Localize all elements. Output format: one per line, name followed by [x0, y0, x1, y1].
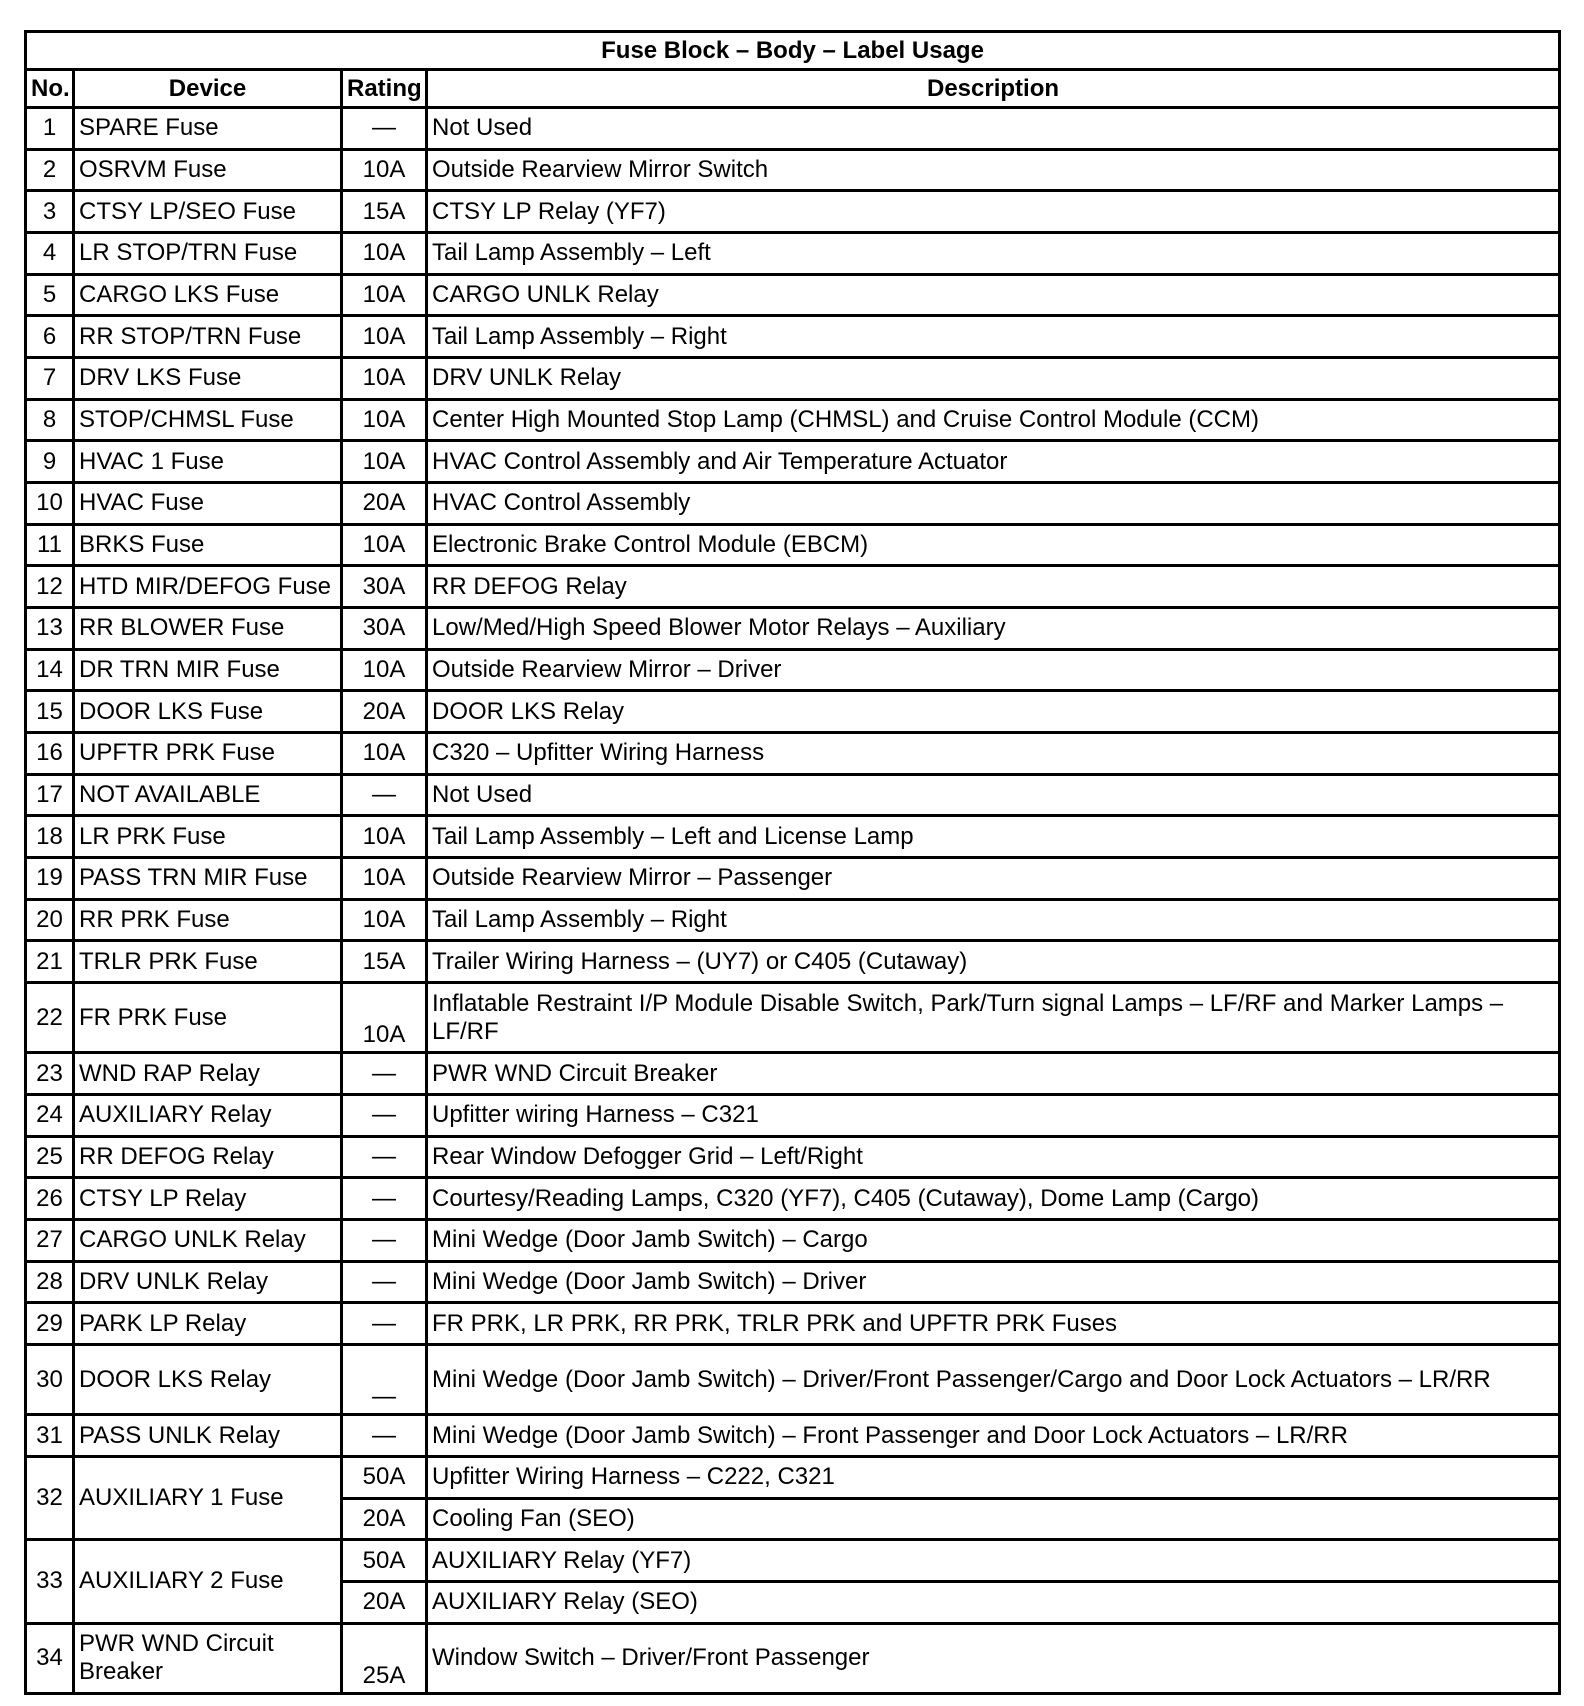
table-row — [26, 1623, 1560, 1693]
table-header-row — [26, 70, 1560, 108]
fuse-device: AUXILIARY 2 Fuse — [74, 1540, 342, 1623]
fuse-rating: 30A — [342, 566, 427, 608]
header-no: No. — [26, 70, 74, 108]
fuse-rating: 10A — [342, 399, 427, 441]
table-row — [26, 1456, 1560, 1498]
table-row — [26, 399, 1560, 441]
fuse-number: 31 — [26, 1415, 74, 1457]
fuse-rating: — — [342, 1345, 427, 1415]
fuse-description: Tail Lamp Assembly – Right — [427, 316, 1560, 358]
header-rating: Rating — [342, 70, 427, 108]
fuse-rating: 10A — [342, 316, 427, 358]
fuse-description: HVAC Control Assembly — [427, 483, 1560, 525]
fuse-device: DOOR LKS Relay — [74, 1345, 342, 1415]
fuse-number: 33 — [26, 1540, 74, 1623]
fuse-device: AUXILIARY 1 Fuse — [74, 1456, 342, 1539]
table-row — [26, 108, 1560, 150]
fuse-number: 22 — [26, 983, 74, 1053]
fuse-description: Mini Wedge (Door Jamb Switch) – Cargo — [427, 1219, 1560, 1261]
fuse-description: DOOR LKS Relay — [427, 691, 1560, 733]
fuse-number: 13 — [26, 608, 74, 650]
fuse-device: PWR WND Circuit Breaker — [74, 1623, 342, 1693]
table-row — [26, 1178, 1560, 1220]
table-body — [26, 108, 1560, 1694]
table-row — [26, 1303, 1560, 1345]
fuse-rating: — — [342, 1053, 427, 1095]
fuse-description: DRV UNLK Relay — [427, 358, 1560, 400]
table-row — [26, 816, 1560, 858]
fuse-description: Tail Lamp Assembly – Left and License Lamp — [427, 816, 1560, 858]
fuse-rating: — — [342, 1415, 427, 1457]
table-row — [26, 274, 1560, 316]
fuse-number: 10 — [26, 483, 74, 525]
table-row — [26, 316, 1560, 358]
fuse-rating: 20A — [342, 1498, 427, 1540]
table-row — [26, 858, 1560, 900]
fuse-device: WND RAP Relay — [74, 1053, 342, 1095]
fuse-device: FR PRK Fuse — [74, 983, 342, 1053]
fuse-device: CARGO UNLK Relay — [74, 1219, 342, 1261]
fuse-device: PASS TRN MIR Fuse — [74, 858, 342, 900]
fuse-device: RR PRK Fuse — [74, 899, 342, 941]
table-row — [26, 983, 1560, 1053]
fuse-number: 27 — [26, 1219, 74, 1261]
fuse-number: 18 — [26, 816, 74, 858]
fuse-number: 23 — [26, 1053, 74, 1095]
table-row — [26, 358, 1560, 400]
fuse-number: 32 — [26, 1456, 74, 1539]
table-row — [26, 233, 1560, 275]
fuse-device: HTD MIR/DEFOG Fuse — [74, 566, 342, 608]
table-row — [26, 1094, 1560, 1136]
fuse-number: 30 — [26, 1345, 74, 1415]
fuse-description: Mini Wedge (Door Jamb Switch) – Front Passenger and Door Lock Actuators – LR/RR — [427, 1415, 1560, 1457]
fuse-description: Courtesy/Reading Lamps, C320 (YF7), C405 (Cutaway), Dome Lamp (Cargo) — [427, 1178, 1560, 1220]
header-device: Device — [74, 70, 342, 108]
fuse-number: 9 — [26, 441, 74, 483]
fuse-rating: 20A — [342, 691, 427, 733]
table-row — [26, 1053, 1560, 1095]
fuse-rating: 10A — [342, 358, 427, 400]
fuse-number: 17 — [26, 774, 74, 816]
table-row — [26, 566, 1560, 608]
table-row — [26, 733, 1560, 775]
fuse-device: RR STOP/TRN Fuse — [74, 316, 342, 358]
fuse-number: 7 — [26, 358, 74, 400]
table-row — [26, 1345, 1560, 1415]
fuse-number: 11 — [26, 524, 74, 566]
fuse-description: Tail Lamp Assembly – Left — [427, 233, 1560, 275]
fuse-description: Cooling Fan (SEO) — [427, 1498, 1560, 1540]
table-row — [26, 649, 1560, 691]
fuse-description: Window Switch – Driver/Front Passenger — [427, 1623, 1560, 1693]
fuse-description: RR DEFOG Relay — [427, 566, 1560, 608]
fuse-device: PARK LP Relay — [74, 1303, 342, 1345]
fuse-rating: — — [342, 108, 427, 150]
fuse-device: NOT AVAILABLE — [74, 774, 342, 816]
fuse-block-table — [24, 30, 1561, 1695]
fuse-rating: 10A — [342, 649, 427, 691]
fuse-number: 8 — [26, 399, 74, 441]
header-description: Description — [427, 70, 1560, 108]
fuse-description: CARGO UNLK Relay — [427, 274, 1560, 316]
fuse-rating: 10A — [342, 858, 427, 900]
table-title-row — [26, 32, 1560, 70]
table-row — [26, 1540, 1560, 1582]
fuse-description: Not Used — [427, 774, 1560, 816]
fuse-description: PWR WND Circuit Breaker — [427, 1053, 1560, 1095]
fuse-device: CARGO LKS Fuse — [74, 274, 342, 316]
fuse-rating: 10A — [342, 233, 427, 275]
fuse-rating: 15A — [342, 941, 427, 983]
table-row — [26, 483, 1560, 525]
table-row — [26, 1219, 1560, 1261]
fuse-description: Inflatable Restraint I/P Module Disable Switch, Park/Turn signal Lamps – LF/RF and Marker Lamps – LF/RF — [427, 983, 1560, 1053]
table-row — [26, 774, 1560, 816]
fuse-description: Rear Window Defogger Grid – Left/Right — [427, 1136, 1560, 1178]
fuse-device: SPARE Fuse — [74, 108, 342, 150]
fuse-number: 24 — [26, 1094, 74, 1136]
fuse-number: 14 — [26, 649, 74, 691]
fuse-description: Outside Rearview Mirror – Driver — [427, 649, 1560, 691]
fuse-rating: — — [342, 1261, 427, 1303]
fuse-rating: — — [342, 1178, 427, 1220]
fuse-rating: 15A — [342, 191, 427, 233]
fuse-number: 5 — [26, 274, 74, 316]
fuse-description: Center High Mounted Stop Lamp (CHMSL) and Cruise Control Module (CCM) — [427, 399, 1560, 441]
fuse-rating: 10A — [342, 983, 427, 1053]
fuse-rating: 25A — [342, 1623, 427, 1693]
fuse-number: 6 — [26, 316, 74, 358]
fuse-device: BRKS Fuse — [74, 524, 342, 566]
fuse-device: CTSY LP Relay — [74, 1178, 342, 1220]
table-row — [26, 1415, 1560, 1457]
fuse-rating: 20A — [342, 1581, 427, 1623]
table-row — [26, 1261, 1560, 1303]
fuse-number: 26 — [26, 1178, 74, 1220]
fuse-rating: — — [342, 1219, 427, 1261]
fuse-number: 2 — [26, 149, 74, 191]
fuse-description: Outside Rearview Mirror Switch — [427, 149, 1560, 191]
fuse-device: LR PRK Fuse — [74, 816, 342, 858]
fuse-description: FR PRK, LR PRK, RR PRK, TRLR PRK and UPFTR PRK Fuses — [427, 1303, 1560, 1345]
fuse-rating: 20A — [342, 483, 427, 525]
fuse-description: Tail Lamp Assembly – Right — [427, 899, 1560, 941]
fuse-device: DRV LKS Fuse — [74, 358, 342, 400]
fuse-description: Low/Med/High Speed Blower Motor Relays – Auxiliary — [427, 608, 1560, 650]
fuse-rating: 10A — [342, 524, 427, 566]
fuse-device: LR STOP/TRN Fuse — [74, 233, 342, 275]
fuse-device: UPFTR PRK Fuse — [74, 733, 342, 775]
fuse-description: AUXILIARY Relay (YF7) — [427, 1540, 1560, 1582]
fuse-description: Outside Rearview Mirror – Passenger — [427, 858, 1560, 900]
fuse-rating: 10A — [342, 149, 427, 191]
fuse-rating: 50A — [342, 1456, 427, 1498]
table-row — [26, 524, 1560, 566]
fuse-number: 25 — [26, 1136, 74, 1178]
fuse-device: DRV UNLK Relay — [74, 1261, 342, 1303]
fuse-rating: — — [342, 1136, 427, 1178]
fuse-device: PASS UNLK Relay — [74, 1415, 342, 1457]
fuse-rating: 10A — [342, 816, 427, 858]
fuse-device: CTSY LP/SEO Fuse — [74, 191, 342, 233]
fuse-number: 15 — [26, 691, 74, 733]
fuse-device: RR BLOWER Fuse — [74, 608, 342, 650]
fuse-description: C320 – Upfitter Wiring Harness — [427, 733, 1560, 775]
fuse-rating: — — [342, 1303, 427, 1345]
table-row — [26, 149, 1560, 191]
fuse-number: 34 — [26, 1623, 74, 1693]
fuse-number: 1 — [26, 108, 74, 150]
fuse-device: TRLR PRK Fuse — [74, 941, 342, 983]
fuse-device: OSRVM Fuse — [74, 149, 342, 191]
fuse-rating: 10A — [342, 274, 427, 316]
fuse-rating: 10A — [342, 441, 427, 483]
table-title: Fuse Block – Body – Label Usage — [26, 32, 1560, 70]
fuse-number: 28 — [26, 1261, 74, 1303]
fuse-description: Mini Wedge (Door Jamb Switch) – Driver/Front Passenger/Cargo and Door Lock Actuators – LR/RR — [427, 1345, 1560, 1415]
fuse-number: 21 — [26, 941, 74, 983]
fuse-rating: 50A — [342, 1540, 427, 1582]
fuse-number: 19 — [26, 858, 74, 900]
fuse-device: DR TRN MIR Fuse — [74, 649, 342, 691]
fuse-description: Upfitter wiring Harness – C321 — [427, 1094, 1560, 1136]
fuse-device: AUXILIARY Relay — [74, 1094, 342, 1136]
table-row — [26, 941, 1560, 983]
table-row — [26, 608, 1560, 650]
fuse-description: HVAC Control Assembly and Air Temperature Actuator — [427, 441, 1560, 483]
fuse-device: DOOR LKS Fuse — [74, 691, 342, 733]
fuse-device: HVAC 1 Fuse — [74, 441, 342, 483]
fuse-rating: 10A — [342, 899, 427, 941]
table-row — [26, 441, 1560, 483]
fuse-description: Upfitter Wiring Harness – C222, C321 — [427, 1456, 1560, 1498]
fuse-rating: 10A — [342, 733, 427, 775]
fuse-number: 12 — [26, 566, 74, 608]
fuse-description: Mini Wedge (Door Jamb Switch) – Driver — [427, 1261, 1560, 1303]
fuse-number: 16 — [26, 733, 74, 775]
fuse-number: 29 — [26, 1303, 74, 1345]
table-row — [26, 1136, 1560, 1178]
fuse-number: 4 — [26, 233, 74, 275]
fuse-description: Trailer Wiring Harness – (UY7) or C405 (Cutaway) — [427, 941, 1560, 983]
table-row — [26, 191, 1560, 233]
fuse-rating: — — [342, 1094, 427, 1136]
fuse-device: HVAC Fuse — [74, 483, 342, 525]
table-row — [26, 899, 1560, 941]
fuse-rating: 30A — [342, 608, 427, 650]
fuse-description: Not Used — [427, 108, 1560, 150]
fuse-rating: — — [342, 774, 427, 816]
fuse-description: CTSY LP Relay (YF7) — [427, 191, 1560, 233]
table-row — [26, 691, 1560, 733]
fuse-description: Electronic Brake Control Module (EBCM) — [427, 524, 1560, 566]
fuse-number: 3 — [26, 191, 74, 233]
fuse-device: RR DEFOG Relay — [74, 1136, 342, 1178]
fuse-device: STOP/CHMSL Fuse — [74, 399, 342, 441]
fuse-number: 20 — [26, 899, 74, 941]
fuse-description: AUXILIARY Relay (SEO) — [427, 1581, 1560, 1623]
